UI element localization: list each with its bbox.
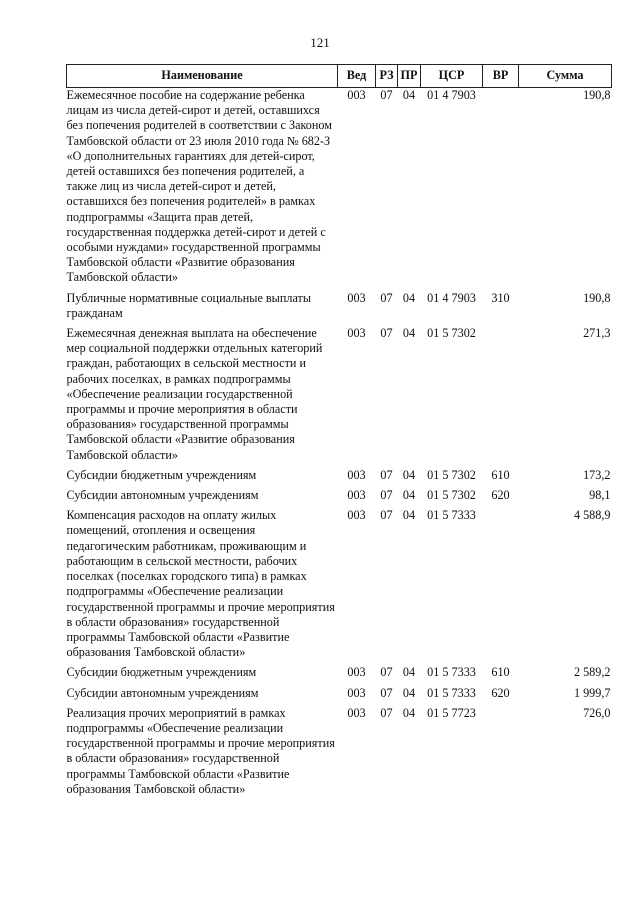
cell-ved: 003: [347, 508, 366, 523]
header-rz: РЗ: [376, 65, 398, 88]
table-row: [67, 488, 612, 508]
header-pr: ПР: [398, 65, 421, 88]
header-vr: ВР: [483, 65, 519, 88]
cell-vr: 610: [491, 665, 510, 680]
cell-sum: 173,2: [583, 467, 611, 482]
cell-ved: 003: [347, 685, 366, 700]
cell-vr: 610: [491, 467, 510, 482]
table-row: [67, 665, 612, 685]
cell-sum: 190,8: [583, 88, 611, 102]
cell-pr: 04: [402, 326, 416, 341]
cell-csr: 01 4 7903: [427, 88, 476, 102]
cell-ved: 003: [347, 326, 366, 341]
cell-rz: 07: [380, 488, 393, 503]
cell-name: Субсидии бюджетным учреждениям: [66, 467, 257, 482]
cell-pr: 04: [402, 705, 416, 720]
cell-sum: 2 589,2: [573, 665, 611, 680]
cell-vr: 310: [491, 290, 510, 305]
cell-pr: 04: [402, 665, 416, 680]
table-row: [67, 468, 612, 488]
cell-ved: 003: [347, 665, 366, 680]
table-row: [67, 706, 612, 802]
cell-rz: 07: [380, 326, 393, 341]
cell-ved: 003: [347, 467, 366, 482]
cell-vr: 620: [491, 488, 510, 503]
cell-pr: 04: [402, 685, 416, 700]
cell-vr: 620: [491, 685, 510, 700]
cell-rz: 07: [380, 685, 393, 700]
cell-sum: 190,8: [583, 290, 611, 305]
cell-vr: [483, 706, 519, 802]
cell-pr: 04: [402, 508, 416, 523]
cell-rz: 07: [380, 467, 393, 482]
cell-vr: [483, 326, 519, 468]
cell-vr: [483, 508, 519, 665]
header-sum: Сумма: [519, 65, 612, 88]
cell-sum: 271,3: [583, 326, 611, 341]
cell-name: Публичные нормативные социальные выплаты гражданам: [66, 290, 312, 320]
cell-rz: 07: [380, 88, 393, 102]
table-row: [67, 326, 612, 468]
cell-csr: 01 5 7723: [427, 705, 476, 720]
cell-ved: 003: [347, 290, 366, 305]
cell-sum: 98,1: [589, 488, 611, 503]
cell-name: Ежемесячная денежная выплата на обеспечение мер социальной поддержки отдельных категорий граждан, работающих в сельской местности и рабочих поселках, в рамках подпрограммы «Обеспечение реализации государственной программы и прочие мероприятия в области образования» государственной программы Тамбовской области «Развитие образования Тамбовской области»: [66, 326, 323, 462]
cell-csr: 01 5 7302: [427, 488, 476, 503]
cell-sum: 1 999,7: [573, 685, 611, 700]
cell-ved: 003: [347, 88, 366, 102]
cell-name: Субсидии автономным учреждениям: [66, 685, 259, 700]
cell-vr: [483, 88, 519, 291]
table-row: [67, 88, 612, 291]
table-body: [67, 88, 612, 802]
cell-name: Компенсация расходов на оплату жилых помещений, отопления и освещения педагогическим работникам, проживающим и работающим в сельской местности, рабочих поселках (поселках городского типа) в рамках подпрограммы «Обеспечение реализации государственной программы и прочие мероприятия в области образования» государственной программы Тамбовской области «Развитие образования Тамбовской области»: [66, 508, 335, 660]
table-row: [67, 291, 612, 326]
cell-ved: 003: [347, 705, 366, 720]
cell-rz: 07: [380, 665, 393, 680]
table-row: [67, 686, 612, 706]
cell-sum: 726,0: [583, 705, 611, 720]
cell-csr: 01 5 7302: [427, 467, 476, 482]
cell-name: Субсидии автономным учреждениям: [66, 488, 259, 503]
cell-csr: 01 5 7302: [427, 326, 476, 341]
cell-ved: 003: [347, 488, 366, 503]
cell-csr: 01 5 7333: [427, 665, 476, 680]
cell-rz: 07: [380, 290, 393, 305]
header-csr: ЦСР: [421, 65, 483, 88]
cell-name: Ежемесячное пособие на содержание ребенка лицам из числа детей-сирот и детей, оставшихся без попечения родителей в соответствии с Законом Тамбовской области от 23 июля 2010 года № 682-З «О дополнительных гарантиях для детей-сирот, детей оставшихся без попечения родителей, а также лиц из числа детей-сирот и детей, оставшихся без попечения родителей» в рамках подпрограммы «Защита прав детей, государственная поддержка детей-сирот и детей с особыми нуждами» государственной программы Тамбовской области «Развитие образования Тамбовской области»: [66, 88, 332, 285]
cell-sum: 4 588,9: [573, 508, 611, 523]
page-number: 121: [310, 35, 330, 50]
cell-csr: 01 5 7333: [427, 685, 476, 700]
cell-rz: 07: [380, 705, 393, 720]
cell-pr: 04: [402, 88, 416, 102]
cell-name: Реализация прочих мероприятий в рамках подпрограммы «Обеспечение реализации государственной программы и прочие мероприятия в области образования» государственной программы Тамбовской области «Развитие образования Тамбовской области»: [66, 705, 335, 796]
header-name: Наименование: [67, 65, 338, 88]
cell-pr: 04: [402, 290, 416, 305]
table-header: [67, 65, 612, 88]
header-ved: Вед: [338, 65, 376, 88]
table-row: [67, 508, 612, 665]
cell-csr: 01 5 7333: [427, 508, 476, 523]
cell-pr: 04: [402, 467, 416, 482]
cell-rz: 07: [380, 508, 393, 523]
cell-pr: 04: [402, 488, 416, 503]
cell-name: Субсидии бюджетным учреждениям: [66, 665, 257, 680]
cell-csr: 01 4 7903: [427, 290, 476, 305]
budget-table: [66, 64, 612, 802]
